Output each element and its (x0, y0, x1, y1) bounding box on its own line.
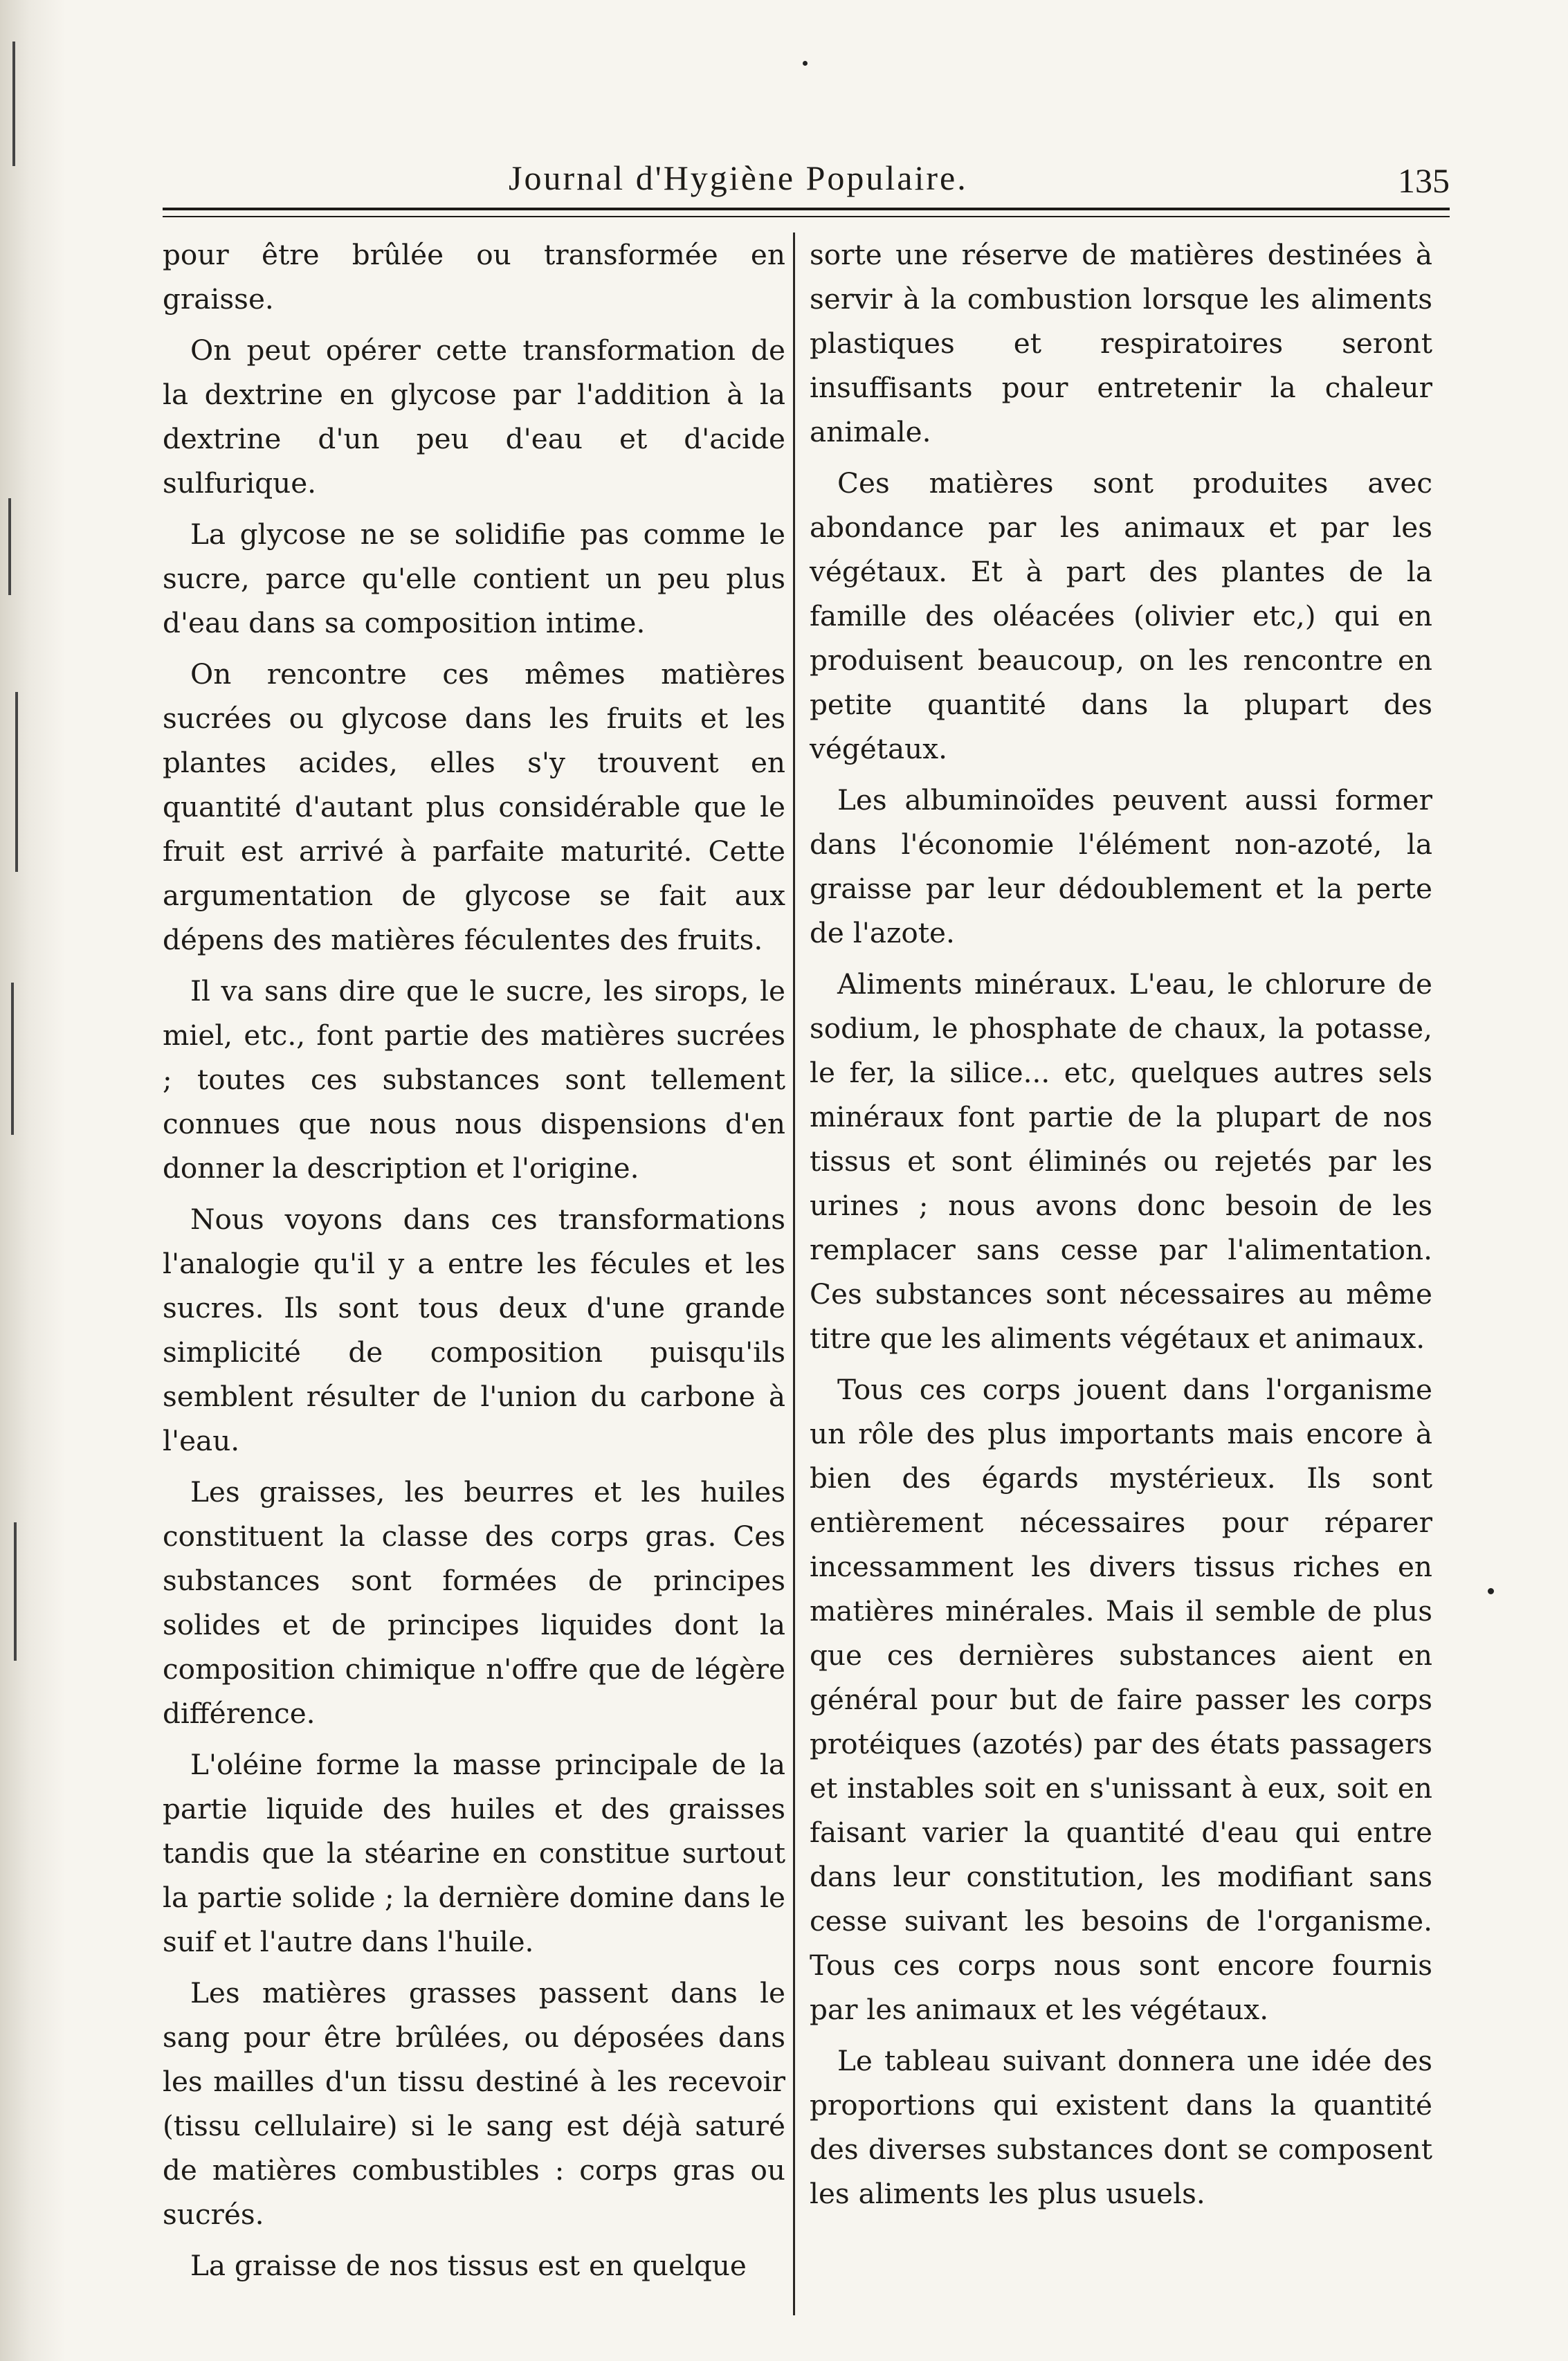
binding-mark (12, 42, 15, 166)
header-rule (163, 208, 1450, 210)
paragraph: Les graisses, les beurres et les huiles constituent la classe des corps gras. Ces substances sont formées de principes solides et de principes liquides dont la composition chimique n'offre que de légère différence. (163, 1475, 785, 1730)
paragraph: Tous ces corps jouent dans l'organisme un rôle des plus importants mais encore à bien des égards mystérieux. Ils sont entièrement nécessaires pour réparer incessamment les divers tissus riches en matières minérales. Mais il semble de plus que ces dernières substances aient en général pour but de faire passer les corps protéiques (azotés) par des états passagers et instables soit en s'unissant à eux, soit en faisant varier la quantité d'eau qui entre dans leur constitution, les modifiant sans cesse suivant les besoins de l'organisme. Tous ces corps nous sont encore fournis par les animaux et les végétaux. (810, 1373, 1432, 2026)
binding-mark (11, 983, 14, 1135)
paragraph: L'oléine forme la masse principale de la partie liquide des huiles et des graisses tandis que la stéarine en constitue surtout la partie solide ; la dernière domine dans le suif et l'autre dans l'huile. (163, 1748, 785, 1958)
ink-speck (803, 61, 808, 66)
right-column (810, 233, 1432, 2223)
running-title: Journal d'Hygiène Populaire. (509, 158, 968, 197)
binding-mark (15, 692, 18, 872)
paragraph: Nous voyons dans ces transformations l'analogie qu'il y a entre les fécules et les sucres. Ils sont tous deux d'une grande simplicité de composition puisqu'ils semblent résulter de l'union du carbone à l'eau. (163, 1203, 785, 1457)
column-divider (793, 233, 795, 2315)
paragraph: Aliments minéraux. L'eau, le chlorure de sodium, le phosphate de chaux, la potasse, le fer, la silice... etc, quelques autres sels minéraux font partie de la plupart de nos tissus et sont éliminés ou rejetés par les urines ; nous avons donc besoin de les remplacer sans cesse par l'alimentation. Ces substances sont nécessaires au même titre que les aliments végétaux et animaux. (810, 967, 1432, 1355)
paragraph: pour être brûlée ou transformée en graisse. (163, 238, 785, 316)
ink-speck (1488, 1588, 1494, 1594)
page-binding-edge (0, 0, 66, 2361)
paragraph: Ces matières sont produites avec abondance par les animaux et par les végétaux. Et à part des plantes de la famille des oléacées (olivier etc,) qui en produisent beaucoup, on les rencontre en petite quantité dans la plupart des végétaux. (810, 466, 1432, 765)
paragraph: On peut opérer cette transformation de la dextrine en glycose par l'addition à la dextrine d'un peu d'eau et d'acide sulfurique. (163, 334, 785, 500)
left-column (163, 233, 785, 2295)
paragraph: Les matières grasses passent dans le sang pour être brûlées, ou déposées dans les mailles d'un tissu destiné à les recevoir (tissu cellulaire) si le sang est déjà saturé de matières combustibles : corps gras ou sucrés. (163, 1976, 785, 2231)
binding-mark (8, 498, 11, 595)
paragraph: On rencontre ces mêmes matières sucrées ou glycose dans les fruits et les plantes acides, elles s'y trouvent en quantité d'autant plus considérable que le fruit est arrivé à parfaite maturité. Cette argumentation de glycose se fait aux dépens des matières féculentes des fruits. (163, 657, 785, 956)
paragraph: La graisse de nos tissus est en quelque (190, 2249, 747, 2282)
paragraph: Le tableau suivant donnera une idée des proportions qui existent dans la quantité des diverses substances dont se composent les aliments les plus usuels. (810, 2044, 1432, 2210)
paragraph: La glycose ne se solidifie pas comme le sucre, parce qu'elle contient un peu plus d'eau dans sa composition intime. (163, 518, 785, 639)
paragraph: Les albuminoïdes peuvent aussi former dans l'économie l'élément non-azoté, la graisse par leur dédoublement et la perte de l'azote. (810, 783, 1432, 949)
page-header (163, 151, 1450, 206)
binding-mark (14, 1522, 17, 1661)
paragraph: sorte une réserve de matières destinées à servir à la combustion lorsque les aliments plastiques et respiratoires seront insuffisants pour entretenir la chaleur animale. (810, 238, 1432, 448)
page-number: 135 (1398, 161, 1450, 200)
header-rule-thin (163, 216, 1450, 217)
paragraph: Il va sans dire que le sucre, les sirops, le miel, etc., font partie des matières sucrées ; toutes ces substances sont tellement connues que nous nous dispensions d'en donner la description et l'origine. (163, 974, 785, 1185)
